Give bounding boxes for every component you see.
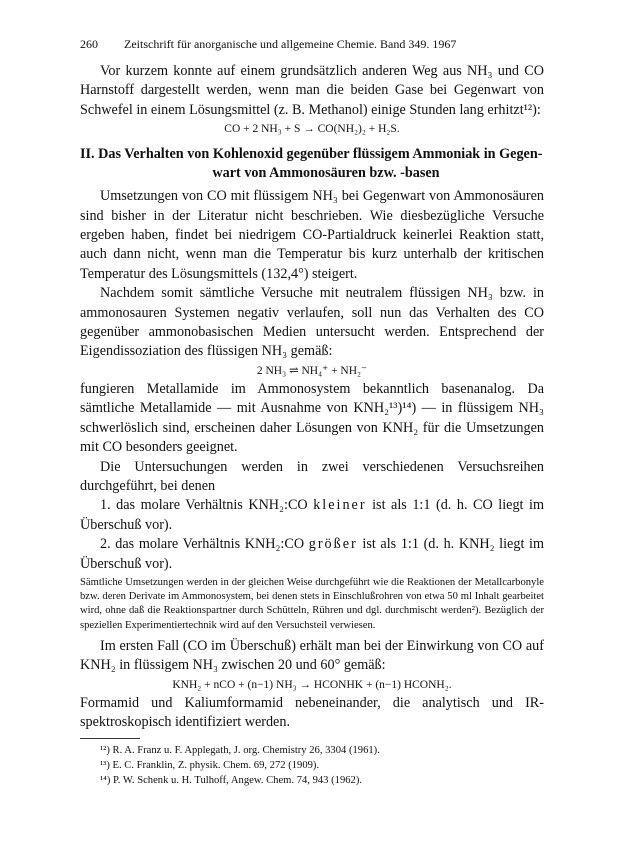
paragraph-ammonobasic: Nachdem somit sämtliche Versuche mit neutralem flüssigen NH₃ bzw. in ammonosauren Systemen negativ verlaufen, soll nun das Verhalten des CO gegenüber ammonobasischen Medien untersucht werden. Entsprechend der Eigendissoziation des flüssigen NH₃ gemäß: [80,285,544,360]
journal-title: Zeitschrift für anorganische und allgemeine Chemie. Band 349. 1967 [124,37,457,51]
formula-formamide: KNH₂ + nCO + (n−1) NH₃ → HCONHK + (n−1) HCONH₂. [172,678,452,691]
paragraph-ammonoacids: Umsetzungen von CO mit flüssigem NH₃ bei Gegenwart von Ammonosäuren sind bisher in der Literatur nicht beschrieben. Wie diesbezügliche Versuche ergeben haben, findet bei niedrigem CO-Partialdruck keinerlei Reaktion statt, auch dann nicht, wenn man die Temperatur bis kurz unterhalb der kritischen Temperatur des Lösungsmittels (132,4°) steigert. [80,188,544,282]
footnote-13: ¹³) E. C. Franklin, Z. physik. Chem. 69, 272 (1909). [100,760,320,772]
emphasis-groesser: größer [308,536,358,553]
paragraph-metal-amides: fungieren Metallamide im Ammonosystem bekanntlich basenanalog. Da sämtliche Metallamide — mit Ausnahme von KNH₂¹³)¹⁴) — in flüssigem NH₃ schwerlöslich sind, erscheinen daher Lösungen von KNH₂ für die Umsetzungen mit CO besonders geeignet. [80,380,544,456]
list-item-2: 2. das molare Verhältnis KNH₂:CO größer ist als 1:1 (d. h. KNH₂ liegt im Überschuß vor). [80,536,544,572]
paragraph-first-case: Im ersten Fall (CO im Überschuß) erhält man bei der Einwirkung von CO auf KNH₂ in flüssigem NH₃ zwischen 20 und 60° gemäß: [80,637,544,674]
small-print-paragraph: Sämtliche Umsetzungen werden in der gleichen Weise durchgeführt wie die Reaktionen der Metallcarbonyle bzw. deren Derivate im Ammonosystem, bei denen stets in Einschlußrohren von etwa 50 ml Inhalt gearbeitet wird, ohne daß die Reaktionspartner durch Schütteln, Rühren und dgl. durchmischt werden²). Bezüglich der speziellen Experimentiertechnik wird auf den Versuchsteil verwiesen. [80,576,544,631]
section-heading-line2: wart von Ammonosäuren bzw. -basen [212,165,440,182]
formula-urea: CO + 2 NH₃ + S → CO(NH₂)₂ + H₂S. [224,123,400,136]
footnotes [80,743,544,788]
list-item-1: 1. das molare Verhältnis KNH₂:CO kleiner ist als 1:1 (d. h. CO liegt im Überschuß vor). [80,497,545,533]
footnote-divider [80,738,140,739]
footnote-14: ¹⁴) P. W. Schenk u. H. Tulhoff, Angew. Chem. 74, 943 (1962). [100,775,363,787]
section-heading [80,145,544,183]
running-header [80,36,544,52]
paragraph-urea-synthesis: Vor kurzem konnte auf einem grundsätzlich anderen Weg aus NH₃ und CO Harnstoff dargestellt werden, wenn man die beiden Gase bei Gegenwart von Schwefel in einem Lösungsmittel (z. B. Methanol) einige Stunden lang erhitzt¹²): [80,63,544,118]
page-number: 260 [80,37,98,51]
formula-self-dissociation: 2 NH₃ ⇌ NH₄⁺ + NH₂⁻ [256,364,368,377]
document-page [80,36,544,788]
footnote-12: ¹²) R. A. Franz u. F. Applegath, J. org. Chemistry 26, 3304 (1961). [100,745,380,757]
paragraph-experiment-series: Die Untersuchungen werden in zwei verschiedenen Versuchsreihen durchgeführt, bei denen [80,458,544,494]
section-heading-line1: II. Das Verhalten von Kohlenoxid gegenüber flüssigem Ammoniak in Gegen- [80,146,543,163]
emphasis-kleiner: kleiner [313,497,367,514]
paragraph-formamide-result: Formamid und Kaliumformamid nebeneinander, die analytisch und IR-spektroskopisch identifiziert werden. [80,694,544,730]
